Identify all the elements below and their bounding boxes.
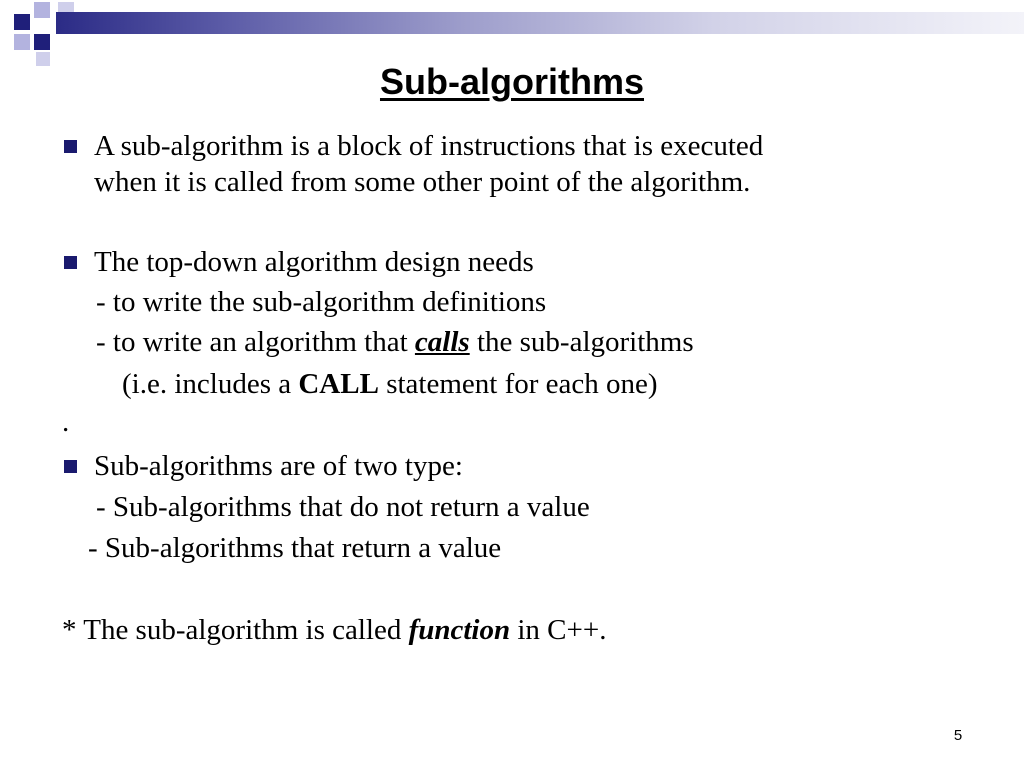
bullet2-sub3 (122, 366, 658, 402)
bullet-square-icon (64, 460, 77, 473)
bullet1-line1: A sub-algorithm is a block of instructions that is executed (94, 130, 764, 162)
decor-square-lavender-3 (14, 34, 30, 50)
bullet-square-icon (64, 256, 77, 269)
bullet3-sub2: - Sub-algorithms that return a value (88, 532, 502, 564)
bullet2-sub3-before: (i.e. includes a (122, 368, 299, 400)
decor-square-navy-2 (34, 34, 50, 50)
bullet2-sub2 (96, 324, 694, 360)
note-before: * The sub-algorithm is called (62, 614, 409, 646)
bullet1-line2: when it is called from some other point of the algorithm. (94, 166, 751, 198)
function-note (62, 612, 607, 648)
function-emphasis: function (408, 614, 511, 646)
bullet2-sub2-before: - to write an algorithm that (96, 326, 415, 358)
bullet2-sub3-after: statement for each one) (378, 368, 658, 400)
bullet2-sub1: - to write the sub-algorithm definitions (96, 286, 547, 318)
calls-emphasis: calls (414, 326, 470, 358)
bullet2-text: The top-down algorithm design needs (94, 246, 534, 278)
header-gradient-bar (56, 12, 1024, 34)
call-keyword: CALL (298, 368, 379, 400)
page-number: 5 (953, 727, 963, 744)
decor-square-lavender-1 (34, 2, 50, 18)
note-after: in C++. (510, 614, 607, 646)
bullet2-sub2-after: the sub-algorithms (469, 326, 694, 358)
bullet-square-icon (64, 140, 77, 153)
decor-square-navy-1 (14, 14, 30, 30)
bullet3-text: Sub-algorithms are of two type: (94, 450, 463, 482)
bullet3-sub1: - Sub-algorithms that do not return a value (96, 491, 590, 523)
stray-dot: . (62, 406, 70, 438)
slide-title: Sub-algorithms (379, 61, 644, 102)
